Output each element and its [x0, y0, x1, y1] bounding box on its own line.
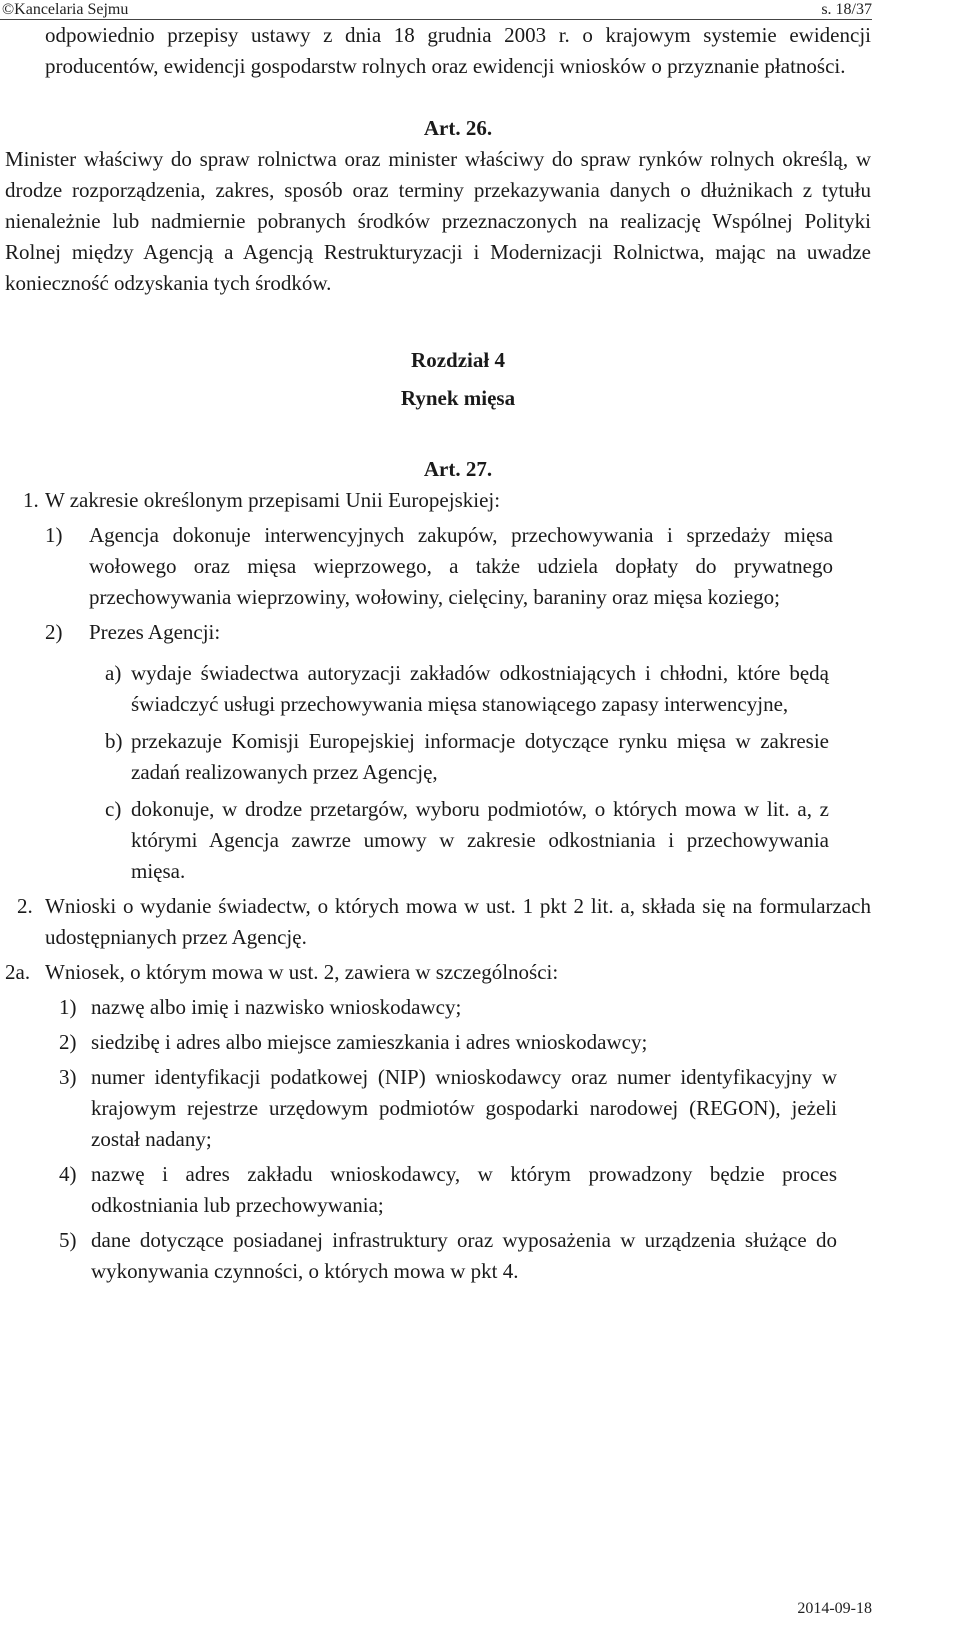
point-text: siedzibę i adres albo miejsce zamieszkania i adres wnioskodawcy; — [91, 1030, 648, 1054]
ust-text: Wnioski o wydanie świadectw, o których mowa w ust. 1 pkt 2 lit. a, składa się na formularzach udostępnianych przez Agencję. — [45, 894, 871, 949]
point-item — [59, 1159, 871, 1221]
point-number: 1) — [59, 995, 77, 1019]
letter-item — [105, 794, 871, 887]
article-26-text: Minister właściwy do spraw rolnictwa oraz minister właściwy do spraw rynków rolnych określą, w drodze rozporządzenia, zakres, sposób oraz terminy przekazywania danych o dłużnikach z tytułu nienależnie lub nadmiernie pobranych środków przeznaczonych na realizację Wspólnej Polityki Rolnej między Agencją a Agencją Restrukturyzacji i Modernizacji Rolnictwa, mając na uwadze konieczność odzyskania tych środków. — [5, 147, 871, 295]
article-27-title: Art. 27. — [423, 457, 493, 481]
article-27-ust-1 — [23, 485, 871, 516]
page-header — [0, 0, 960, 22]
point-item — [59, 1225, 871, 1287]
point-text: numer identyfikacji podatkowej (NIP) wnioskodawcy oraz numer identyfikacyjny w krajowym rejestrze urzędowym podmiotów gospodarki narodowej (REGON), jeżeli został nadany; — [91, 1065, 837, 1151]
article-26-title: Art. 26. — [423, 116, 493, 140]
point-item — [59, 1062, 871, 1155]
point-text: dane dotyczące posiadanej infrastruktury oraz wyposażenia w urządzenia służące do wykonywania czynności, o których mowa w pkt 4. — [91, 1228, 837, 1283]
ust-text: W zakresie określonym przepisami Unii Europejskiej: — [45, 488, 501, 512]
chapter-title: Rynek mięsa — [400, 386, 516, 410]
article-27-ust-2a — [5, 957, 871, 988]
letter-label: b) — [105, 729, 123, 753]
letter-item — [105, 726, 871, 788]
point-text: Prezes Agencji: — [89, 620, 221, 644]
point-item — [45, 617, 871, 648]
letter-text: przekazuje Komisji Europejskiej informacje dotyczące rynku mięsa w zakresie zadań realizowanych przez Agencję, — [131, 729, 829, 784]
intro-paragraph: odpowiednio przepisy ustawy z dnia 18 grudnia 2003 r. o krajowym systemie ewidencji producentów, ewidencji gospodarstw rolnych oraz ewidencji wniosków o przyznanie płatności. — [45, 23, 871, 78]
point-number: 2) — [45, 620, 63, 644]
point-number: 4) — [59, 1162, 77, 1186]
ust-number: 2. — [17, 894, 33, 918]
letter-label: c) — [105, 797, 122, 821]
point-number: 3) — [59, 1065, 77, 1089]
point-number: 5) — [59, 1228, 77, 1252]
document-body — [5, 20, 871, 1287]
letter-text: wydaje świadectwa autoryzacji zakładów odkostniających i chłodni, które będą świadczyć usługi przechowywania mięsa stanowiącego zapasy interwencyjne, — [131, 661, 829, 716]
letter-text: dokonuje, w drodze przetargów, wyboru podmiotów, o których mowa w lit. a, z którymi Agencja zawrze umowy w zakresie odkostniania i przechowywania mięsa. — [131, 797, 829, 883]
page-footer-date: 2014-09-18 — [797, 1600, 872, 1617]
point-item — [59, 992, 871, 1023]
article-27-ust-2 — [17, 891, 871, 953]
ust-number: 1. — [23, 488, 39, 512]
publisher-label: ©Kancelaria Sejmu — [2, 1, 129, 18]
point-item — [45, 520, 871, 613]
point-number: 1) — [45, 523, 63, 547]
letter-item — [105, 658, 871, 720]
ust-text: Wniosek, o którym mowa w ust. 2, zawiera w szczególności: — [45, 960, 559, 984]
point-text: nazwę i adres zakładu wnioskodawcy, w którym prowadzony będzie proces odkostniania lub przechowywania; — [91, 1162, 837, 1217]
point-number: 2) — [59, 1030, 77, 1054]
ust-number: 2a. — [5, 960, 31, 984]
chapter-number: Rozdział 4 — [411, 348, 505, 372]
letter-label: a) — [105, 661, 122, 685]
point-text: Agencja dokonuje interwencyjnych zakupów, przechowywania i sprzedaży mięsa wołowego oraz mięsa wieprzowego, a także udziela dopłaty do prywatnego przechowywania wieprzowiny, wołowiny, cielęciny, baraniny oraz mięsa koziego; — [89, 523, 833, 609]
point-item — [59, 1027, 871, 1058]
point-text: nazwę albo imię i nazwisko wnioskodawcy; — [91, 995, 462, 1019]
page-number: s. 18/37 — [821, 1, 872, 18]
